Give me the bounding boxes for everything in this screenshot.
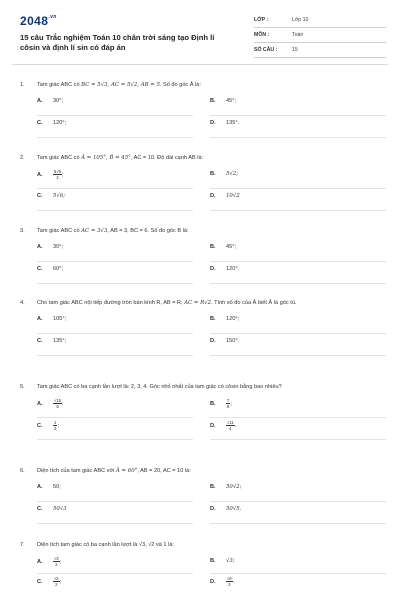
question-prefix: Tam giác ABC có (37, 82, 80, 88)
option-c[interactable] (37, 576, 193, 594)
option-label: C. (37, 506, 43, 512)
meta-value: Toán (292, 32, 304, 38)
option-divider (210, 283, 386, 284)
question-3 (20, 226, 386, 272)
option-a[interactable] (37, 482, 193, 502)
option-label: A. (37, 400, 43, 407)
option-divider (210, 210, 386, 211)
option-text: 5√2; (226, 171, 239, 177)
option-label: D. (210, 422, 216, 429)
option-fraction (53, 556, 60, 567)
question-1 (20, 80, 386, 126)
question-math: BC = 5√3, AC = 5√2, AB = 5 (81, 82, 160, 88)
option-label: B. (210, 484, 216, 490)
meta-label: LỚP : (254, 17, 269, 23)
option-c[interactable] (37, 191, 193, 211)
question-text (20, 226, 386, 236)
option-suffix: ; (59, 578, 62, 585)
option-divider (37, 261, 193, 262)
option-label: A. (37, 98, 43, 104)
option-label: B. (210, 316, 216, 322)
option-suffix: ; (61, 400, 64, 407)
option-label: A. (37, 244, 43, 250)
option-label: D. (210, 193, 216, 199)
option-label: A. (37, 558, 43, 565)
option-label: C. (37, 193, 43, 199)
question-number: 2. (20, 155, 25, 161)
question-math: AC = 3√3 (81, 228, 108, 234)
option-fraction (53, 576, 60, 587)
question-suffix: , AB = 20, AC = 10 là: (137, 468, 191, 474)
question-2 (20, 153, 386, 199)
question-prefix: Diện tích của tam giác ABC với (37, 468, 115, 474)
option-divider (210, 137, 386, 138)
question-number: 7. (20, 542, 25, 548)
option-b[interactable] (210, 482, 386, 502)
option-label: A. (37, 316, 43, 322)
option-text: 135°. (226, 120, 240, 126)
option-divider (37, 417, 193, 418)
option-a[interactable] (37, 398, 193, 418)
fraction-denominator: 2 (56, 175, 59, 180)
question-number: 1. (20, 82, 25, 88)
fraction-numerator: 1 (54, 420, 57, 425)
option-c[interactable] (37, 420, 193, 440)
logo-suffix: .vn (48, 14, 57, 20)
option-label: C. (37, 266, 43, 272)
fraction-denominator: 2 (55, 562, 58, 567)
option-divider (37, 501, 193, 502)
option-text: 50√3 (53, 506, 67, 512)
question-math: Â = 105°, B̂ = 45° (81, 155, 131, 161)
option-d[interactable] (210, 504, 386, 524)
option-c[interactable] (37, 336, 193, 356)
option-text: 50; (53, 484, 61, 490)
document-title: 15 câu Trắc nghiệm Toán 10 chân trời sáng tạo Định lí côsin và định lí sin có đáp án (20, 33, 215, 52)
option-fraction (53, 398, 62, 409)
option-d[interactable] (210, 576, 386, 594)
option-text: 45°; (226, 98, 237, 104)
option-d[interactable] (210, 420, 386, 440)
option-suffix: ; (57, 422, 59, 429)
fraction-numerator: √3 (54, 556, 59, 561)
option-b[interactable] (210, 242, 386, 262)
question-prefix: Tam giác ABC có (37, 155, 80, 161)
option-text: 50√2; (226, 484, 242, 490)
question-4 (20, 298, 386, 344)
option-divider (37, 355, 193, 356)
option-text: 150°. (226, 338, 240, 344)
fraction-numerator: √6 (227, 576, 232, 581)
question-prefix: Cho tam giác ABC nội tiếp đường tròn bán kính R, AB = R, (37, 300, 183, 306)
question-text (20, 298, 386, 308)
option-d[interactable] (210, 336, 386, 356)
option-divider (210, 261, 386, 262)
fraction-denominator: 8 (56, 404, 59, 409)
question-text (20, 153, 386, 163)
option-label: D. (210, 338, 216, 344)
question-prefix: Tam giác ABC có (37, 228, 80, 234)
document-meta (254, 15, 386, 60)
option-divider (37, 573, 193, 574)
option-divider (210, 417, 386, 418)
option-label: B. (210, 171, 216, 177)
meta-value: 15 (292, 47, 298, 53)
question-6 (20, 466, 386, 512)
fraction-denominator: 2 (228, 582, 231, 587)
option-text: 120°; (226, 316, 240, 322)
question-number: 6. (20, 468, 25, 474)
option-text: 30°; (53, 98, 64, 104)
option-divider (210, 333, 386, 334)
question-suffix: , AB = 3, BC = 6. Số đo góc B là: (107, 228, 189, 234)
option-b[interactable] (210, 556, 386, 574)
option-text: 120°. (226, 266, 240, 272)
option-suffix: ; (59, 558, 62, 565)
option-label: C. (37, 120, 43, 126)
question-number: 4. (20, 300, 25, 306)
option-divider (37, 283, 193, 284)
option-divider (210, 573, 386, 574)
option-text: 30°; (53, 244, 64, 250)
fraction-numerator: √11 (227, 420, 234, 425)
question-text (20, 540, 386, 550)
option-divider (37, 210, 193, 211)
option-text: 50√5. (226, 506, 242, 512)
question-7 (20, 540, 386, 587)
option-text: 105°; (53, 316, 67, 322)
option-divider (210, 501, 386, 502)
meta-label: MÔN : (254, 32, 270, 38)
option-divider (210, 523, 386, 524)
option-b[interactable] (210, 169, 386, 189)
option-fraction (226, 420, 235, 431)
logo-main: 2048 (20, 14, 49, 28)
option-label: A. (37, 171, 43, 178)
option-text: 10√2 (226, 193, 240, 199)
fraction-denominator: 2 (54, 426, 57, 431)
option-label: C. (37, 578, 43, 585)
option-text: 45°; (226, 244, 237, 250)
option-a[interactable] (37, 96, 193, 116)
option-suffix: ; (230, 400, 232, 407)
option-label: C. (37, 422, 43, 429)
option-text: 135°; (53, 338, 67, 344)
option-b[interactable] (210, 96, 386, 116)
option-a[interactable] (37, 556, 193, 574)
question-prefix: Tam giác ABC có ba cạnh lần lượt là: 2, 3, 4. Góc nhỏ nhất của tam giác có côsin bằng bao nhiêu? (37, 384, 282, 390)
option-d[interactable] (210, 191, 386, 211)
option-divider (37, 523, 193, 524)
page-header (20, 14, 386, 58)
option-c[interactable] (37, 264, 193, 284)
option-label: B. (210, 244, 216, 250)
question-number: 5. (20, 384, 25, 390)
option-text: 5√6; (53, 193, 66, 199)
option-label: B. (210, 98, 216, 104)
question-suffix: . Số đo góc Â là: (159, 82, 201, 88)
option-text: 60°; (53, 266, 64, 272)
option-c[interactable] (37, 118, 193, 138)
option-label: D. (210, 120, 216, 126)
header-divider (12, 64, 388, 65)
meta-subject (254, 30, 386, 43)
option-c[interactable] (37, 504, 193, 524)
site-logo[interactable] (20, 14, 57, 28)
option-label: B. (210, 558, 216, 564)
option-label: C. (37, 338, 43, 344)
question-number: 3. (20, 228, 25, 234)
option-a[interactable] (37, 314, 193, 334)
fraction-numerator: 7 (227, 398, 230, 403)
fraction-numerator: √2 (54, 576, 59, 581)
option-divider (37, 115, 193, 116)
option-text: 120°; (53, 120, 67, 126)
fraction-numerator: 5√6 (54, 169, 61, 174)
option-a[interactable] (37, 169, 193, 189)
fraction-denominator: 8 (227, 404, 230, 409)
option-fraction (226, 576, 233, 587)
option-suffix: ; (61, 171, 64, 178)
option-divider (210, 115, 386, 116)
question-text (20, 80, 386, 90)
question-text (20, 382, 386, 392)
option-divider (210, 439, 386, 440)
option-d[interactable] (210, 118, 386, 138)
question-suffix: , AC = 10. Độ dài cạnh AB là: (130, 155, 204, 161)
question-math: AC = R√2 (184, 300, 212, 306)
question-prefix: Diện tích tam giác có ba cạnh lần lượt là √3, √2 và 1 là: (37, 542, 174, 548)
option-divider (37, 333, 193, 334)
option-suffix: . (232, 578, 235, 585)
option-fraction (53, 169, 62, 180)
option-divider (210, 188, 386, 189)
meta-question-count (254, 45, 386, 58)
fraction-denominator: 4 (229, 426, 232, 431)
option-a[interactable] (37, 242, 193, 262)
meta-value: Lớp 10 (292, 17, 309, 23)
option-label: D. (210, 506, 216, 512)
option-label: B. (210, 400, 216, 407)
option-divider (210, 355, 386, 356)
fraction-numerator: √15 (54, 398, 61, 403)
meta-label: SỐ CÂU : (254, 47, 278, 53)
option-label: A. (37, 484, 43, 490)
option-b[interactable] (210, 398, 386, 418)
question-math: Â = 60° (115, 468, 138, 474)
option-divider (37, 137, 193, 138)
option-divider (37, 188, 193, 189)
meta-class (254, 15, 386, 28)
question-5 (20, 382, 386, 431)
option-divider (37, 439, 193, 440)
question-text (20, 466, 386, 476)
option-d[interactable] (210, 264, 386, 284)
option-label: D. (210, 266, 216, 272)
option-text: √3; (226, 558, 235, 564)
question-suffix: . Tính số đo của Â biết Â là góc tù. (211, 300, 297, 306)
option-b[interactable] (210, 314, 386, 334)
option-suffix: . (234, 422, 237, 429)
fraction-denominator: 2 (55, 582, 58, 587)
option-label: D. (210, 578, 216, 585)
